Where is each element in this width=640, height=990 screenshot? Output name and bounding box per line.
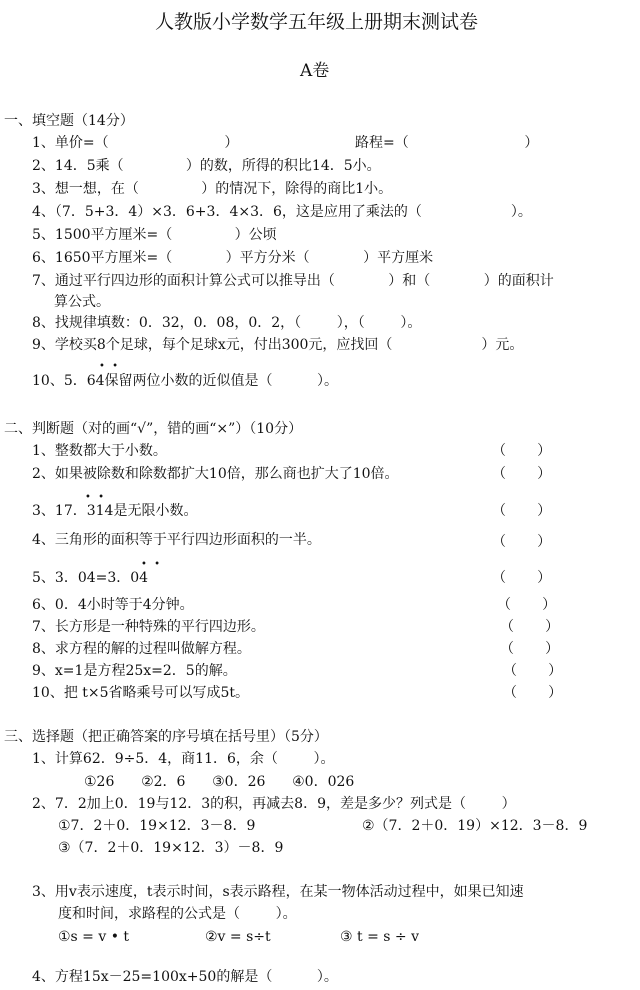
s2-item-7: 7、长方形是一种特殊的平行四边形。 [32, 619, 265, 635]
s1-q6: 6、1650平方厘米=（ ）平方分米（ ）平方厘米 [32, 250, 434, 266]
s3-q2: 2、7．2加上0．19与12．3的积，再减去8．9，差是多少？列式是（ ） [32, 796, 516, 812]
s2-mark-5[interactable]: （ ） [492, 570, 552, 586]
s2-mark-10[interactable]: （ ） [503, 685, 563, 701]
s2-item-2: 2、如果被除数和除数都扩大10倍，那么商也扩大了10倍。 [32, 466, 399, 482]
s2-item-9: 9、x=1是方程25x=2．5的解。 [32, 663, 237, 679]
s1-q10: 10、5．64保留两位小数的近似值是（ ）。 [32, 373, 339, 389]
s2-mark-8[interactable]: （ ） [500, 641, 560, 657]
section1-heading: 一、填空题（14分） [4, 113, 134, 129]
s3-q1-options: ①26 ②2．6 ③0．26 ④0．026 [84, 774, 355, 790]
repeating-digit-dots: • • [85, 492, 106, 503]
s2-mark-3[interactable]: （ ） [492, 503, 552, 519]
s1-q9: 9、学校买8个足球，每个足球x元，付出300元，应找回（ ）元。 [32, 337, 524, 353]
s3-q3-line2: 度和时间，求路程的公式是（ ）。 [58, 906, 297, 922]
s2-mark-9[interactable]: （ ） [503, 663, 563, 679]
s2-mark-7[interactable]: （ ） [500, 619, 560, 635]
repeating-digit-dots: • • [141, 559, 162, 570]
s1-q2: 2、14．5乘（ ）的数，所得的积比14．5小。 [32, 158, 381, 174]
s3-q3-option-1: ①s = v • t [58, 929, 130, 945]
section3-heading: 三、选择题（把正确答案的序号填在括号里）（5分） [4, 729, 328, 745]
page-subtitle: A卷 [300, 61, 330, 81]
s3-q2-option-1: ①7．2＋0．19×12．3－8．9 [58, 818, 256, 834]
s2-item-6: 6、0．4小时等于4分钟。 [32, 597, 194, 613]
s1-q1-distance: 路程=（ ） [355, 135, 539, 151]
s3-q4: 4、方程15x－25=100x+50的解是（ ）。 [32, 969, 338, 985]
s2-mark-1[interactable]: （ ） [492, 443, 552, 459]
page-title: 人教版小学数学五年级上册期末测试卷 [155, 11, 479, 33]
repeating-digit-dots: • • [99, 361, 120, 372]
s2-item-3: 3、17．314是无限小数。 [32, 503, 198, 519]
s2-item-5: 5、3．04=3．04 [32, 570, 149, 586]
s2-item-4: 4、三角形的面积等于平行四边形面积的一半。 [32, 532, 321, 548]
s3-q1: 1、计算62．9÷5．4，商11．6，余（ ）。 [32, 751, 335, 767]
section2-heading: 二、判断题（对的画“√”，错的画“×”）（10分） [4, 421, 303, 437]
s2-mark-2[interactable]: （ ） [492, 466, 552, 482]
s3-q3-option-2: ②v = s÷t [205, 929, 271, 945]
s1-q7-line2: 算公式。 [54, 294, 110, 310]
s3-q2-option-3: ③（7．2＋0．19×12．3）－8．9 [58, 840, 284, 856]
s2-item-10: 10、把 t×5省略乘号可以写成5t。 [32, 685, 250, 701]
s1-q5: 5、1500平方厘米=（ ）公顷 [32, 227, 277, 243]
s2-mark-4[interactable]: （ ） [492, 534, 552, 550]
s1-q1-unit-price: 1、单价=（ ） [32, 135, 239, 151]
s3-q2-option-2: ②（7．2＋0．19）×12．3－8．9 [362, 818, 588, 834]
s2-mark-6[interactable]: （ ） [497, 597, 557, 613]
s2-item-1: 1、整数都大于小数。 [32, 443, 167, 459]
s2-item-8: 8、求方程的解的过程叫做解方程。 [32, 641, 251, 657]
s1-q4: 4、（7．5+3．4）×3．6+3．4×3．6，这是应用了乘法的（ ）。 [32, 204, 532, 220]
s1-q8: 8、找规律填数：0．32，0．08，0．2，（ ），（ ）。 [32, 315, 422, 331]
s1-q7-line1: 7、通过平行四边形的面积计算公式可以推导出（ ）和（ ）的面积计 [32, 273, 554, 289]
s3-q3-option-3: ③ t = s ÷ v [340, 929, 419, 945]
s3-q3-line1: 3、用v表示速度，t表示时间，s表示路程，在某一物体活动过程中，如果已知速 [32, 884, 524, 900]
s1-q3: 3、想一想，在（ ）的情况下，除得的商比1小。 [32, 181, 393, 197]
